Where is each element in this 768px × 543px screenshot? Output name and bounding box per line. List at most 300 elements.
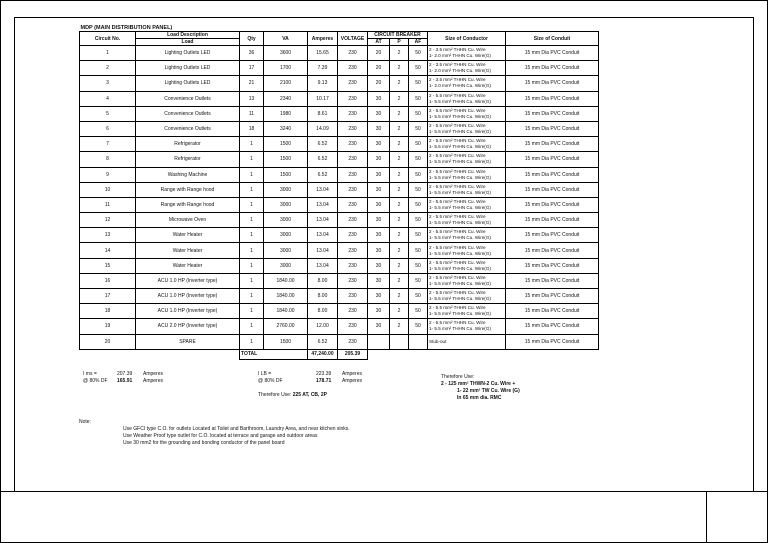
table-row bbox=[80, 213, 599, 228]
cell-load: Range with Range hood bbox=[136, 182, 240, 197]
cell-conductor bbox=[428, 76, 506, 91]
conductor-line: 2 - 5.5 mm² THHN Cu. Wire bbox=[429, 92, 486, 98]
cell-amps: 13.04 bbox=[308, 213, 338, 228]
table-row bbox=[80, 258, 599, 273]
conductor-line: 2 - 5.5 mm² THHN Cu. Wire bbox=[429, 214, 486, 220]
cell-qty: 1 bbox=[240, 182, 264, 197]
header-va: VA bbox=[264, 32, 308, 46]
cell-af: 50 bbox=[409, 182, 428, 197]
cell-af: 50 bbox=[409, 137, 428, 152]
cell-conduit: 15 mm Dia PVC Conduit bbox=[506, 197, 599, 212]
cell-load: Microwave Oven bbox=[136, 213, 240, 228]
cell-volt: 230 bbox=[338, 121, 368, 136]
conductor-line: 1- 5.5 mm² THHN Cu. Wire(G) bbox=[429, 250, 491, 256]
cell-volt: 230 bbox=[338, 289, 368, 304]
cell-va: 1840.00 bbox=[264, 289, 308, 304]
cell-va: 3000 bbox=[264, 213, 308, 228]
cell-qty: 1 bbox=[240, 289, 264, 304]
conductor-line: 1- 5.5 mm² THHN Cu. Wire(G) bbox=[429, 326, 491, 332]
panel-title: MDP (MAIN DISTRIBUTION PANEL) bbox=[80, 25, 173, 31]
cell-no: 6 bbox=[80, 121, 136, 136]
conductor-line: 1- 5.5 mm² THHN Cu. Wire(G) bbox=[429, 189, 491, 195]
cell-p: 2 bbox=[390, 197, 409, 212]
cell-at: 30 bbox=[368, 137, 390, 152]
conductor-line: 2 - 5.5 mm² THHN Cu. Wire bbox=[429, 244, 486, 250]
cell-amps: 13.04 bbox=[308, 243, 338, 258]
cell-conductor bbox=[428, 46, 506, 61]
cell-amps: 6.52 bbox=[308, 152, 338, 167]
header-load-description: Load Description bbox=[136, 32, 240, 39]
cell-amps: 6.52 bbox=[308, 167, 338, 182]
cell-conduit: 15 mm Dia PVC Conduit bbox=[506, 228, 599, 243]
cell-va: 3000 bbox=[264, 243, 308, 258]
table-row bbox=[80, 243, 599, 258]
cell-no: 13 bbox=[80, 228, 136, 243]
cell-qty: 11 bbox=[240, 106, 264, 121]
feeder-ground: 1- 22 mm² TW Cu. Wire (G) bbox=[457, 388, 520, 394]
ims-df-value: 165.91 bbox=[117, 378, 133, 384]
cell-va: 3240 bbox=[264, 121, 308, 136]
conductor-line: 1- 5.5 mm² THHN Cu. Wire(G) bbox=[429, 235, 491, 241]
cell-amps: 7.39 bbox=[308, 61, 338, 76]
feeder-conductor: 2 - 125 mm² THWN-2 Cu. Wire + bbox=[441, 381, 516, 387]
cell-af: 50 bbox=[409, 121, 428, 136]
feeder-conduit: In 65 mm dia. RMC bbox=[457, 395, 502, 401]
header-size-of-conduit: Size of Conduit bbox=[506, 32, 599, 46]
note-weatherproof: Use Weather Proof type outlet for C.O. located at terrace and garage and outdoor areas bbox=[123, 433, 318, 439]
cell-at: 30 bbox=[368, 289, 390, 304]
cell-amps: 8.61 bbox=[308, 106, 338, 121]
cell-qty: 1 bbox=[240, 213, 264, 228]
cell-at: 20 bbox=[368, 46, 390, 61]
cell-conductor bbox=[428, 334, 506, 349]
ilb-unit: Amperes bbox=[342, 371, 363, 377]
conductor-line: 1- 5.5 mm² THHN Cu. Wire(G) bbox=[429, 159, 491, 165]
cell-qty: 1 bbox=[240, 273, 264, 288]
cell-volt: 230 bbox=[338, 243, 368, 258]
cell-conduit: 15 mm Dia PVC Conduit bbox=[506, 289, 599, 304]
cell-volt: 230 bbox=[338, 228, 368, 243]
cell-load: Lighting Outlets LED bbox=[136, 46, 240, 61]
cell-amps: 12.00 bbox=[308, 319, 338, 334]
table-row bbox=[80, 137, 599, 152]
conductor-line: 1- 5.5 mm² THHN Cu. Wire(G) bbox=[429, 311, 491, 317]
cell-p: 2 bbox=[390, 289, 409, 304]
table-row bbox=[80, 152, 599, 167]
table-row bbox=[80, 273, 599, 288]
table-row bbox=[80, 46, 599, 61]
feeder-therefore: Therefore Use: bbox=[441, 374, 475, 380]
cell-load: ACU 1.0 HP (Inverter type) bbox=[136, 289, 240, 304]
cell-qty: 1 bbox=[240, 258, 264, 273]
cell-no: 10 bbox=[80, 182, 136, 197]
cell-no: 12 bbox=[80, 213, 136, 228]
cell-no: 19 bbox=[80, 319, 136, 334]
conductor-line: 1- 5.5 mm² THHN Cu. Wire(G) bbox=[429, 174, 491, 180]
ilb-df-label: @ 80% DF bbox=[258, 378, 283, 384]
conductor-line: 2 - 5.5 mm² THHN Cu. Wire bbox=[429, 183, 486, 189]
main-breaker-size: 225 AT, CB, 2P bbox=[292, 392, 327, 398]
cell-conductor bbox=[428, 213, 506, 228]
cell-conduit: 15 mm Dia PVC Conduit bbox=[506, 304, 599, 319]
title-block-divider bbox=[706, 491, 707, 543]
note-grounding: Use 30 mm2 for the grounding and bonding conductor of the panel board bbox=[123, 440, 285, 446]
cell-qty: 1 bbox=[240, 243, 264, 258]
cell-conduit: 15 mm Dia PVC Conduit bbox=[506, 46, 599, 61]
cell-conduit: 15 mm Dia PVC Conduit bbox=[506, 273, 599, 288]
cell-conduit: 15 mm Dia PVC Conduit bbox=[506, 61, 599, 76]
cell-p: 2 bbox=[390, 152, 409, 167]
cell-af: 50 bbox=[409, 319, 428, 334]
cell-conductor bbox=[428, 258, 506, 273]
cell-va: 1980 bbox=[264, 106, 308, 121]
cell-no: 3 bbox=[80, 76, 136, 91]
cell-no: 14 bbox=[80, 243, 136, 258]
ilb-value: 223.39 bbox=[316, 371, 332, 377]
cell-no: 15 bbox=[80, 258, 136, 273]
cell-no: 2 bbox=[80, 61, 136, 76]
table-row bbox=[80, 319, 599, 334]
conductor-line: 2 - 3.5 mm² THHN Cu. Wire bbox=[429, 77, 486, 83]
cell-conductor bbox=[428, 228, 506, 243]
conductor-line: 1- 5.5 mm² THHN Cu. Wire(G) bbox=[429, 144, 491, 150]
cell-af: 50 bbox=[409, 197, 428, 212]
table-row bbox=[80, 121, 599, 136]
header-circuit-breaker: CIRCUIT BREAKER bbox=[368, 32, 428, 39]
cell-p: 2 bbox=[390, 91, 409, 106]
cell-amps: 13.04 bbox=[308, 228, 338, 243]
cell-conductor bbox=[428, 137, 506, 152]
conductor-line: 1- 5.5 mm² THHN Cu. Wire(G) bbox=[429, 265, 491, 271]
cell-va: 1500 bbox=[264, 334, 308, 349]
conductor-line: Stub-out bbox=[429, 338, 447, 344]
cell-conductor bbox=[428, 273, 506, 288]
ims-value: 207.39 bbox=[117, 371, 133, 377]
table-row bbox=[80, 334, 599, 349]
cell-at: 30 bbox=[368, 182, 390, 197]
cell-va: 1840.00 bbox=[264, 304, 308, 319]
cell-qty: 1 bbox=[240, 228, 264, 243]
conductor-line: 2 - 3.5 mm² THHN Cu. Wire bbox=[429, 47, 486, 53]
cell-at: 30 bbox=[368, 258, 390, 273]
cell-p bbox=[390, 334, 409, 349]
notes-section bbox=[79, 419, 350, 447]
cell-p: 2 bbox=[390, 167, 409, 182]
cell-qty: 1 bbox=[240, 304, 264, 319]
cell-p: 2 bbox=[390, 137, 409, 152]
cell-conductor bbox=[428, 182, 506, 197]
cell-p: 2 bbox=[390, 46, 409, 61]
conductor-line: 1- 5.5 mm² THHN Cu. Wire(G) bbox=[429, 296, 491, 302]
cell-va: 1500 bbox=[264, 152, 308, 167]
schedule-rows bbox=[80, 46, 599, 350]
cell-volt: 230 bbox=[338, 167, 368, 182]
cell-va: 2100 bbox=[264, 76, 308, 91]
ims-df-label: @ 80% DF bbox=[83, 378, 108, 384]
cell-qty: 18 bbox=[240, 121, 264, 136]
table-row bbox=[80, 61, 599, 76]
cell-no: 5 bbox=[80, 106, 136, 121]
cell-at: 30 bbox=[368, 152, 390, 167]
conductor-line: 2 - 5.5 mm² THHN Cu. Wire bbox=[429, 290, 486, 296]
cell-load: Water Heater bbox=[136, 228, 240, 243]
ilb-df-unit: Amperes bbox=[342, 378, 363, 384]
ilb-df-value: 178.71 bbox=[316, 378, 332, 384]
header-amperes: Amperes bbox=[308, 32, 338, 46]
conductor-line: 2 - 5.5 mm² THHN Cu. Wire bbox=[429, 153, 486, 159]
cell-af: 50 bbox=[409, 91, 428, 106]
header-p: P bbox=[390, 39, 409, 46]
cell-qty: 1 bbox=[240, 334, 264, 349]
conductor-line: 2 - 5.5 mm² THHN Cu. Wire bbox=[429, 198, 486, 204]
cell-volt: 230 bbox=[338, 137, 368, 152]
cell-af: 50 bbox=[409, 304, 428, 319]
cell-qty: 21 bbox=[240, 76, 264, 91]
table-row bbox=[80, 91, 599, 106]
cell-p: 2 bbox=[390, 258, 409, 273]
cell-volt: 230 bbox=[338, 106, 368, 121]
cell-amps: 8.00 bbox=[308, 289, 338, 304]
cell-amps: 13.04 bbox=[308, 258, 338, 273]
conductor-line: 2 - 5.5 mm² THHN Cu. Wire bbox=[429, 229, 486, 235]
cell-p: 2 bbox=[390, 213, 409, 228]
conductor-line: 1- 2.0 mm² THHN Cu. Wire(G) bbox=[429, 83, 491, 89]
title-block-line bbox=[0, 491, 768, 492]
cell-p: 2 bbox=[390, 273, 409, 288]
cell-load: Lighting Outlets LED bbox=[136, 76, 240, 91]
cell-p: 2 bbox=[390, 106, 409, 121]
conductor-line: 2 - 5.5 mm² THHN Cu. Wire bbox=[429, 320, 486, 326]
cell-at: 30 bbox=[368, 213, 390, 228]
cell-conduit: 15 mm Dia PVC Conduit bbox=[506, 334, 599, 349]
cell-volt: 230 bbox=[338, 152, 368, 167]
cell-qty: 36 bbox=[240, 46, 264, 61]
cell-volt: 230 bbox=[338, 197, 368, 212]
cell-load: Refrigerator bbox=[136, 137, 240, 152]
panel-schedule-table bbox=[79, 25, 599, 360]
conductor-line: 1- 2.0 mm² THHN Cu. Wire(G) bbox=[429, 68, 491, 74]
cell-no: 18 bbox=[80, 304, 136, 319]
conductor-line: 2 - 5.5 mm² THHN Cu. Wire bbox=[429, 138, 486, 144]
conductor-line: 1- 5.5 mm² THHN Cu. Wire(G) bbox=[429, 129, 491, 135]
conductor-line: 1- 5.5 mm² THHN Cu. Wire(G) bbox=[429, 113, 491, 119]
cell-conductor bbox=[428, 167, 506, 182]
cell-no: 9 bbox=[80, 167, 136, 182]
cell-af: 50 bbox=[409, 258, 428, 273]
cell-amps: 9.13 bbox=[308, 76, 338, 91]
cell-af: 50 bbox=[409, 76, 428, 91]
cell-no: 7 bbox=[80, 137, 136, 152]
cell-qty: 1 bbox=[240, 319, 264, 334]
cell-conductor bbox=[428, 319, 506, 334]
cell-at: 30 bbox=[368, 273, 390, 288]
cell-conductor bbox=[428, 121, 506, 136]
cell-va: 2340 bbox=[264, 91, 308, 106]
cell-amps: 6.52 bbox=[308, 334, 338, 349]
cell-p: 2 bbox=[390, 228, 409, 243]
cell-p: 2 bbox=[390, 319, 409, 334]
cell-af: 50 bbox=[409, 289, 428, 304]
cell-volt: 230 bbox=[338, 258, 368, 273]
header-circuit-no: Circuit No. bbox=[80, 32, 136, 46]
ims-unit: Amperes bbox=[143, 371, 164, 377]
cell-conductor bbox=[428, 304, 506, 319]
cell-no: 11 bbox=[80, 197, 136, 212]
cell-volt: 230 bbox=[338, 304, 368, 319]
cell-load: Lighting Outlets LED bbox=[136, 61, 240, 76]
cell-conduit: 15 mm Dia PVC Conduit bbox=[506, 213, 599, 228]
table-row bbox=[80, 304, 599, 319]
cell-no: 1 bbox=[80, 46, 136, 61]
cell-amps: 13.04 bbox=[308, 182, 338, 197]
cell-va: 3000 bbox=[264, 258, 308, 273]
cell-load: Refrigerator bbox=[136, 152, 240, 167]
cell-volt: 230 bbox=[338, 182, 368, 197]
cell-conduit: 15 mm Dia PVC Conduit bbox=[506, 91, 599, 106]
cell-no: 16 bbox=[80, 273, 136, 288]
cell-conductor bbox=[428, 197, 506, 212]
calc-ilb bbox=[258, 371, 378, 399]
cell-va: 3000 bbox=[264, 228, 308, 243]
cell-volt: 230 bbox=[338, 61, 368, 76]
cell-af: 50 bbox=[409, 46, 428, 61]
cell-load: Washing Machine bbox=[136, 167, 240, 182]
conductor-line: 1- 2.0 mm² THHN Cu. Wire(G) bbox=[429, 53, 491, 59]
cell-no: 20 bbox=[80, 334, 136, 349]
cell-at: 30 bbox=[368, 167, 390, 182]
cell-p: 2 bbox=[390, 61, 409, 76]
cell-no: 4 bbox=[80, 91, 136, 106]
ilb-label: I LB = bbox=[258, 371, 272, 377]
cell-at: 30 bbox=[368, 197, 390, 212]
conductor-line: 1- 5.5 mm² THHN Cu. Wire(G) bbox=[429, 98, 491, 104]
cell-conduit: 15 mm Dia PVC Conduit bbox=[506, 182, 599, 197]
cell-conduit: 15 mm Dia PVC Conduit bbox=[506, 152, 599, 167]
cell-conduit: 15 mm Dia PVC Conduit bbox=[506, 106, 599, 121]
table-row bbox=[80, 106, 599, 121]
table-row bbox=[80, 289, 599, 304]
cell-conduit: 15 mm Dia PVC Conduit bbox=[506, 121, 599, 136]
cell-conductor bbox=[428, 91, 506, 106]
conductor-line: 1- 5.5 mm² THHN Cu. Wire(G) bbox=[429, 204, 491, 210]
cell-at: 30 bbox=[368, 304, 390, 319]
cell-volt: 230 bbox=[338, 213, 368, 228]
ims-label: I ms = bbox=[83, 371, 97, 377]
cell-va: 1700 bbox=[264, 61, 308, 76]
cell-load: Convenience Outlets bbox=[136, 106, 240, 121]
total-va: 47,240.00 bbox=[308, 349, 338, 359]
cell-af: 50 bbox=[409, 243, 428, 258]
header-voltage: VOLTAGE bbox=[338, 32, 368, 46]
calc-feeder bbox=[441, 374, 520, 402]
conductor-line: 2 - 5.5 mm² THHN Cu. Wire bbox=[429, 168, 486, 174]
cell-load: Convenience Outlets bbox=[136, 91, 240, 106]
cell-conductor bbox=[428, 152, 506, 167]
header-load: Load bbox=[136, 39, 240, 46]
table-row bbox=[80, 197, 599, 212]
cell-at: 30 bbox=[368, 228, 390, 243]
conductor-line: 2 - 5.5 mm² THHN Cu. Wire bbox=[429, 123, 486, 129]
cell-qty: 17 bbox=[240, 61, 264, 76]
cell-va: 3000 bbox=[264, 182, 308, 197]
cell-conduit: 15 mm Dia PVC Conduit bbox=[506, 137, 599, 152]
cell-amps: 8.00 bbox=[308, 304, 338, 319]
conductor-line: 1- 5.5 mm² THHN Cu. Wire(G) bbox=[429, 280, 491, 286]
cell-at: 30 bbox=[368, 106, 390, 121]
cell-va: 1840.00 bbox=[264, 273, 308, 288]
header-at: AT bbox=[368, 39, 390, 46]
header-size-of-conductor: Size of Conductor bbox=[428, 32, 506, 46]
cell-conduit: 15 mm Dia PVC Conduit bbox=[506, 319, 599, 334]
cell-at: 30 bbox=[368, 319, 390, 334]
cell-va: 3600 bbox=[264, 46, 308, 61]
cell-af bbox=[409, 334, 428, 349]
total-label: TOTAL bbox=[240, 349, 308, 359]
cell-p: 2 bbox=[390, 243, 409, 258]
cell-p: 2 bbox=[390, 121, 409, 136]
cell-conductor bbox=[428, 243, 506, 258]
cell-amps: 8.00 bbox=[308, 273, 338, 288]
conductor-line: 2 - 5.5 mm² THHN Cu. Wire bbox=[429, 274, 486, 280]
cell-qty: 1 bbox=[240, 152, 264, 167]
cell-amps: 15.65 bbox=[308, 46, 338, 61]
cell-conduit: 15 mm Dia PVC Conduit bbox=[506, 243, 599, 258]
cell-volt: 230 bbox=[338, 76, 368, 91]
cell-load: Convenience Outlets bbox=[136, 121, 240, 136]
cell-load: Range with Range hood bbox=[136, 197, 240, 212]
cell-conduit: 15 mm Dia PVC Conduit bbox=[506, 76, 599, 91]
cell-at: 30 bbox=[368, 243, 390, 258]
cell-qty: 13 bbox=[240, 91, 264, 106]
cell-conductor bbox=[428, 106, 506, 121]
cell-load: Water Heater bbox=[136, 243, 240, 258]
table-row bbox=[80, 182, 599, 197]
cell-at: 30 bbox=[368, 121, 390, 136]
cell-volt: 230 bbox=[338, 46, 368, 61]
ims-df-unit: Amperes bbox=[143, 378, 164, 384]
cell-af: 50 bbox=[409, 213, 428, 228]
cell-no: 8 bbox=[80, 152, 136, 167]
cell-at: 20 bbox=[368, 61, 390, 76]
notes-label: Note: bbox=[79, 419, 91, 425]
cell-amps: 6.52 bbox=[308, 137, 338, 152]
cell-amps: 13.04 bbox=[308, 197, 338, 212]
cell-load: SPARE bbox=[136, 334, 240, 349]
cell-af: 50 bbox=[409, 273, 428, 288]
cell-qty: 1 bbox=[240, 197, 264, 212]
cell-load: ACU 1.0 HP (Inverter type) bbox=[136, 304, 240, 319]
cell-amps: 10.17 bbox=[308, 91, 338, 106]
cell-volt: 230 bbox=[338, 273, 368, 288]
cell-load: ACU 1.0 HP (Inverter type) bbox=[136, 273, 240, 288]
cell-af: 50 bbox=[409, 106, 428, 121]
cell-p: 2 bbox=[390, 304, 409, 319]
cell-qty: 1 bbox=[240, 167, 264, 182]
cell-conductor bbox=[428, 61, 506, 76]
cell-conduit: 15 mm Dia PVC Conduit bbox=[506, 258, 599, 273]
cell-amps: 14.09 bbox=[308, 121, 338, 136]
cell-volt: 230 bbox=[338, 319, 368, 334]
cell-p: 2 bbox=[390, 182, 409, 197]
cell-af: 50 bbox=[409, 228, 428, 243]
calc-ims bbox=[83, 371, 164, 385]
cell-p: 2 bbox=[390, 76, 409, 91]
cell-volt: 230 bbox=[338, 91, 368, 106]
table-row bbox=[80, 76, 599, 91]
cell-af: 50 bbox=[409, 152, 428, 167]
conductor-line: 2 - 5.5 mm² THHN Cu. Wire bbox=[429, 107, 486, 113]
cell-at: 30 bbox=[368, 91, 390, 106]
